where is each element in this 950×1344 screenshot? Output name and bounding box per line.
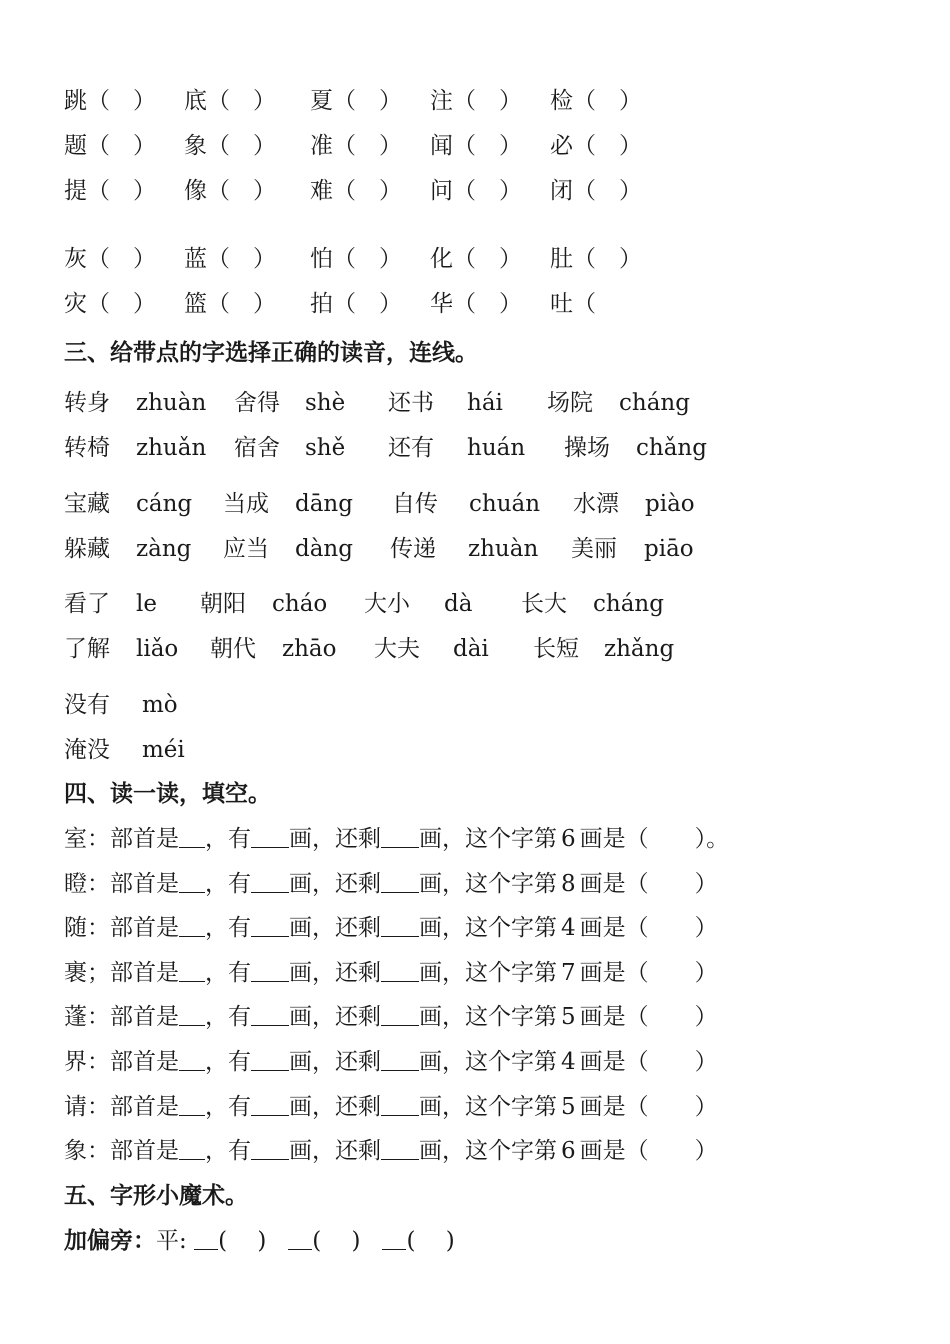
- word: 应当: [223, 536, 269, 562]
- radical-label: 部首是: [110, 870, 179, 897]
- answer-blank[interactable]: [179, 1093, 205, 1116]
- char-with-paren[interactable]: 题（ ）: [64, 133, 156, 159]
- target-char: 象: [64, 1138, 87, 1165]
- stroke-is-label: 画是（ ）: [579, 870, 718, 897]
- radical-label: 部首是: [110, 1093, 179, 1120]
- stroke-is-label: 画是（ ）: [579, 915, 718, 942]
- word: 长大: [521, 591, 567, 617]
- pinyin-option[interactable]: zhuàn: [136, 390, 207, 416]
- has-label: ，有: [205, 915, 251, 942]
- pinyin-option[interactable]: chuán: [469, 491, 541, 517]
- char-with-paren[interactable]: 闭（ ）: [550, 178, 642, 204]
- separator: ：: [87, 826, 110, 852]
- this-char-label: 画，这个字第: [419, 1138, 557, 1165]
- pinyin-option[interactable]: piào: [645, 491, 695, 517]
- answer-blank[interactable]: [251, 1093, 289, 1116]
- answer-blank[interactable]: [381, 1003, 419, 1026]
- strokes-label: 画，还剩: [289, 826, 381, 852]
- char-with-paren[interactable]: 闻（ ）: [430, 133, 522, 159]
- pinyin-option[interactable]: zhǎng: [604, 636, 675, 662]
- stroke-number: 4: [561, 915, 576, 942]
- answer-blank[interactable]: [251, 1003, 289, 1026]
- radical-label: 部首是: [110, 1004, 179, 1031]
- answer-blank[interactable]: [179, 914, 205, 937]
- fill-in-row: [64, 1046, 718, 1078]
- stroke-is-label: 画是（ ）: [579, 1049, 718, 1075]
- answer-blank[interactable]: [381, 914, 419, 937]
- separator: ：: [87, 1049, 110, 1075]
- pinyin-option[interactable]: liǎo: [136, 636, 179, 662]
- word: 操场: [564, 435, 610, 461]
- char-with-paren[interactable]: 问（ ）: [430, 178, 522, 204]
- pinyin-option[interactable]: cháo: [272, 591, 328, 617]
- word: 了解: [64, 636, 110, 662]
- char-with-paren[interactable]: 跳（ ）: [64, 88, 156, 114]
- stroke-number: 8: [561, 870, 576, 897]
- word: 朝阳: [200, 591, 246, 617]
- answer-blank[interactable]: [179, 959, 205, 982]
- word: 大小: [364, 591, 410, 617]
- stroke-number: 5: [561, 1093, 576, 1120]
- this-char-label: 画，这个字第: [419, 959, 557, 986]
- char-with-paren[interactable]: 必（ ）: [550, 133, 642, 159]
- word: 当成: [223, 491, 269, 517]
- separator: ：: [87, 1093, 110, 1120]
- section4-heading: 四、读一读，填空。: [64, 780, 271, 807]
- char-with-paren[interactable]: 准（ ）: [310, 133, 402, 159]
- add-radical-label: 加偏旁：: [64, 1227, 156, 1254]
- this-char-label: 画，这个字第: [419, 1093, 557, 1120]
- char-with-paren[interactable]: 象（ ）: [184, 133, 276, 159]
- pinyin-option[interactable]: shě: [305, 435, 346, 461]
- stroke-is-label: 画是（ ）: [579, 1004, 718, 1031]
- char-with-paren[interactable]: 提（ ）: [64, 178, 156, 204]
- has-label: ，有: [205, 1049, 251, 1075]
- has-label: ，有: [205, 1093, 251, 1120]
- pinyin-option[interactable]: zàng: [136, 536, 192, 562]
- answer-paren: ( ): [312, 1228, 361, 1254]
- stroke-number: 6: [561, 826, 576, 852]
- radical-label: 部首是: [110, 915, 179, 942]
- separator: ：: [87, 1138, 110, 1165]
- pinyin-option[interactable]: hái: [467, 390, 503, 416]
- word: 还书: [388, 390, 434, 416]
- pinyin-option[interactable]: piāo: [644, 536, 694, 562]
- has-label: ，有: [205, 870, 251, 897]
- stroke-is-label: 画是（ ）: [579, 1093, 718, 1120]
- stroke-number: 5: [561, 1004, 576, 1031]
- has-label: ，有: [205, 959, 251, 986]
- char-with-paren[interactable]: 篮（ ）: [184, 291, 276, 317]
- word: 美丽: [571, 536, 617, 562]
- stroke-number: 6: [561, 1138, 576, 1165]
- word: 没有: [64, 692, 110, 718]
- pinyin-option[interactable]: cháng: [619, 390, 690, 416]
- fill-in-row: [64, 957, 718, 989]
- pinyin-option[interactable]: shè: [305, 390, 346, 416]
- strokes-label: 画，还剩: [289, 1049, 381, 1075]
- pinyin-option[interactable]: méi: [142, 737, 185, 763]
- word: 水漂: [573, 491, 619, 517]
- strokes-label: 画，还剩: [289, 959, 381, 986]
- word: 看了: [64, 591, 110, 617]
- char-with-paren[interactable]: 蓝（ ）: [184, 246, 276, 272]
- answer-blank[interactable]: [251, 959, 289, 982]
- pinyin-option[interactable]: zhuǎn: [136, 435, 207, 461]
- word: 躲藏: [64, 536, 110, 562]
- strokes-label: 画，还剩: [289, 870, 381, 897]
- answer-blank[interactable]: [381, 870, 419, 893]
- fill-in-row: [64, 823, 729, 855]
- word: 传递: [390, 536, 436, 562]
- answer-blank[interactable]: [381, 1048, 419, 1071]
- stroke-number: 7: [561, 959, 576, 986]
- word: 长短: [533, 636, 579, 662]
- separator: ：: [87, 870, 110, 897]
- word: 转身: [64, 390, 110, 416]
- char-with-paren[interactable]: 难（ ）: [310, 178, 402, 204]
- radical-label: 部首是: [110, 959, 179, 986]
- stroke-is-label: 画是（ ）: [579, 959, 718, 986]
- fill-in-row: [64, 1001, 718, 1033]
- char-with-paren[interactable]: 化（ ）: [430, 246, 522, 272]
- has-label: ，有: [205, 1138, 251, 1165]
- this-char-label: 画，这个字第: [419, 870, 557, 897]
- strokes-label: 画，还剩: [289, 915, 381, 942]
- answer-blank[interactable]: [381, 959, 419, 982]
- char-with-paren[interactable]: 灾（ ）: [64, 291, 156, 317]
- word: 淹没: [64, 737, 110, 763]
- word: 宝藏: [64, 491, 110, 517]
- char-with-paren[interactable]: 检（ ）: [550, 88, 642, 114]
- word: 大夫: [374, 636, 420, 662]
- answer-blank[interactable]: [179, 1048, 205, 1071]
- target-char: 随: [64, 915, 87, 942]
- this-char-label: 画，这个字第: [419, 915, 557, 942]
- pinyin-option[interactable]: mò: [142, 692, 178, 718]
- answer-paren: ( ): [218, 1228, 267, 1254]
- word: 还有: [388, 435, 434, 461]
- target-char: 请: [64, 1093, 87, 1120]
- strokes-label: 画，还剩: [289, 1138, 381, 1165]
- char-with-paren[interactable]: 灰（ ）: [64, 246, 156, 272]
- char-with-paren[interactable]: 夏（ ）: [310, 88, 402, 114]
- char-with-paren[interactable]: 肚（ ）: [550, 246, 642, 272]
- char-with-paren[interactable]: 吐（: [550, 291, 596, 317]
- add-radical-row: [64, 1225, 455, 1257]
- answer-blank[interactable]: [251, 1137, 289, 1160]
- pinyin-option[interactable]: dāng: [295, 491, 353, 517]
- separator: ：: [87, 1004, 110, 1031]
- stroke-number: 4: [561, 1049, 576, 1075]
- row-tail: 。: [706, 826, 730, 852]
- answer-paren: ( ): [406, 1228, 455, 1254]
- has-label: ，有: [205, 1004, 251, 1031]
- answer-blank[interactable]: [288, 1227, 312, 1250]
- answer-blank[interactable]: [381, 1093, 419, 1116]
- pinyin-option[interactable]: zhāo: [282, 636, 337, 662]
- pinyin-option[interactable]: dà: [444, 591, 473, 617]
- pinyin-option[interactable]: zhuàn: [468, 536, 539, 562]
- stroke-is-label: 画是（ ）: [579, 1138, 718, 1165]
- radical-label: 部首是: [110, 1049, 179, 1075]
- char-with-paren[interactable]: 注（ ）: [430, 88, 522, 114]
- answer-blank[interactable]: [251, 914, 289, 937]
- fill-in-row: [64, 868, 718, 900]
- answer-blank[interactable]: [194, 1227, 218, 1250]
- separator: ；: [87, 959, 110, 986]
- this-char-label: 画，这个字第: [419, 826, 557, 852]
- stroke-is-label: 画是（ ）: [579, 826, 707, 852]
- pinyin-option[interactable]: cáng: [136, 491, 193, 517]
- answer-blank[interactable]: [251, 825, 289, 848]
- this-char-label: 画，这个字第: [419, 1004, 557, 1031]
- radical-label: 部首是: [110, 1138, 179, 1165]
- word: 朝代: [210, 636, 256, 662]
- target-char: 界: [64, 1049, 87, 1075]
- strokes-label: 画，还剩: [289, 1093, 381, 1120]
- answer-blank[interactable]: [251, 1048, 289, 1071]
- pinyin-option[interactable]: le: [136, 591, 157, 617]
- pinyin-option[interactable]: huán: [467, 435, 526, 461]
- char-with-paren[interactable]: 底（ ）: [184, 88, 276, 114]
- char-with-paren[interactable]: 拍（ ）: [310, 291, 402, 317]
- radical-label: 部首是: [110, 826, 179, 852]
- char-with-paren[interactable]: 像（ ）: [184, 178, 276, 204]
- answer-blank[interactable]: [179, 1137, 205, 1160]
- pinyin-option[interactable]: chǎng: [636, 435, 707, 461]
- separator: ：: [87, 915, 110, 942]
- word: 转椅: [64, 435, 110, 461]
- answer-blank[interactable]: [381, 825, 419, 848]
- word: 场院: [547, 390, 593, 416]
- base-char: 平:: [156, 1228, 195, 1254]
- pinyin-option[interactable]: cháng: [593, 591, 664, 617]
- fill-in-row: [64, 1091, 718, 1123]
- char-with-paren[interactable]: 华（ ）: [430, 291, 522, 317]
- char-with-paren[interactable]: 怕（ ）: [310, 246, 402, 272]
- word: 宿舍: [234, 435, 280, 461]
- answer-blank[interactable]: [179, 825, 205, 848]
- word: 舍得: [234, 390, 280, 416]
- target-char: 蓬: [64, 1004, 87, 1031]
- answer-blank[interactable]: [179, 870, 205, 893]
- fill-in-row: [64, 912, 718, 944]
- target-char: 裹: [64, 959, 87, 986]
- this-char-label: 画，这个字第: [419, 1049, 557, 1075]
- answer-blank[interactable]: [179, 1003, 205, 1026]
- answer-blank[interactable]: [251, 870, 289, 893]
- pinyin-option[interactable]: dàng: [295, 536, 353, 562]
- fill-in-row: [64, 1135, 718, 1167]
- has-label: ，有: [205, 826, 251, 852]
- target-char: 瞪: [64, 870, 87, 897]
- section3-heading: 三、给带点的字选择正确的读音，连线。: [64, 339, 478, 366]
- word: 自传: [392, 491, 438, 517]
- answer-blank[interactable]: [381, 1137, 419, 1160]
- target-char: 室: [64, 826, 87, 852]
- answer-blank[interactable]: [382, 1227, 406, 1250]
- strokes-label: 画，还剩: [289, 1004, 381, 1031]
- section5-heading: 五、字形小魔术。: [64, 1182, 248, 1209]
- pinyin-option[interactable]: dài: [453, 636, 489, 662]
